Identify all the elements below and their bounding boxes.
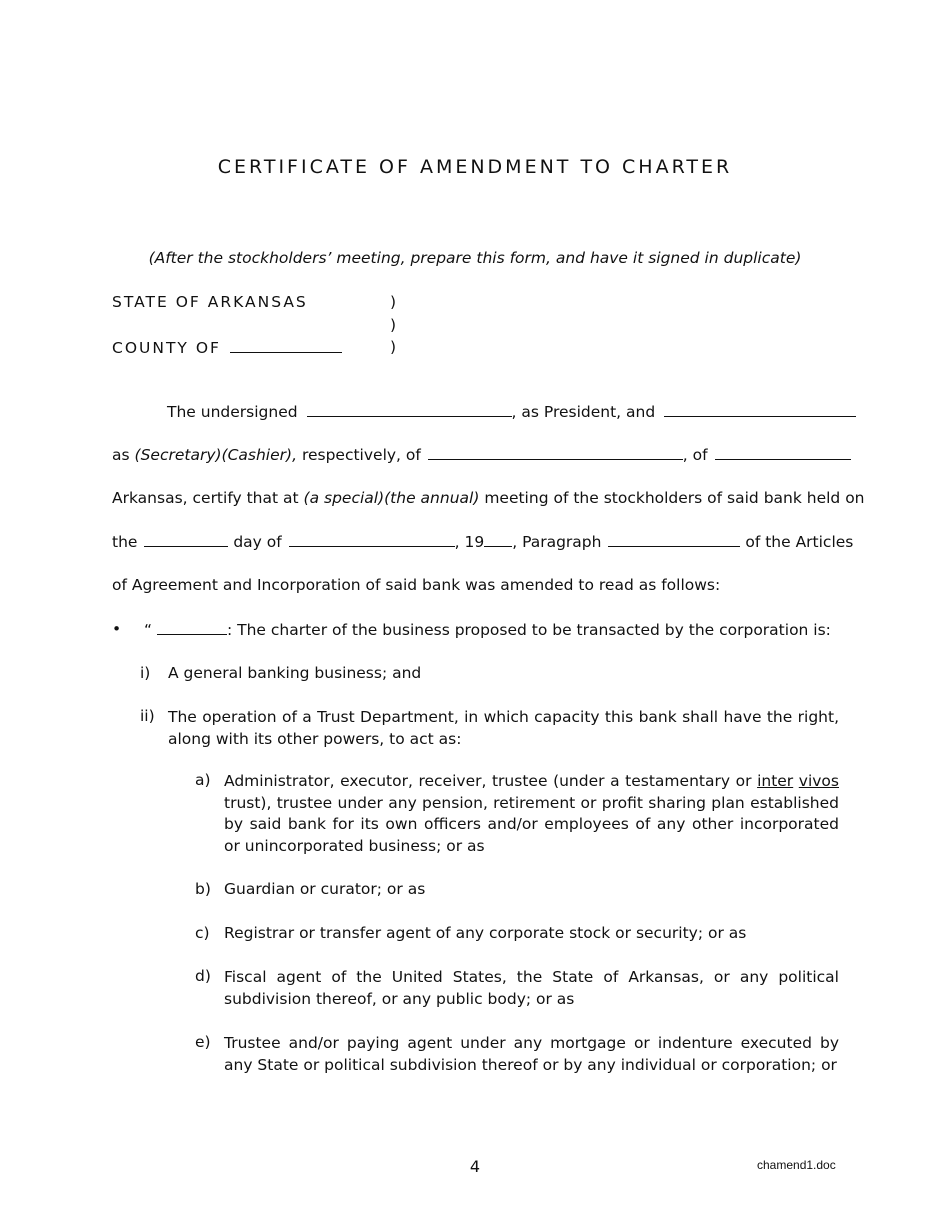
subitem-a-text-part: Administrator, executor, receiver, trustee (under a testamentary or xyxy=(224,772,752,790)
body-line-5: of Agreement and Incorporation of said bank was amended to read as follows: xyxy=(112,576,721,594)
bullet-text: : The charter of the business proposed to be transacted by the corporation is: xyxy=(226,621,831,639)
subitem-d-marker: d) xyxy=(195,967,211,985)
document-instructions: (After the stockholders’ meeting, prepare this form, and have it signed in duplicate) xyxy=(148,249,802,267)
page-number: 4 xyxy=(469,1157,481,1176)
body-text-italic: (Secretary)(Cashier), xyxy=(134,446,297,464)
body-line-2 xyxy=(112,445,851,464)
caption-paren-2: ) xyxy=(390,316,397,334)
body-text: , as President, and xyxy=(511,403,656,421)
latin-term-inter: inter xyxy=(757,772,794,790)
secretary-name-blank[interactable] xyxy=(664,402,856,417)
body-text: meeting of the stockholders of said bank held on xyxy=(484,489,865,507)
body-text: as xyxy=(112,446,130,464)
paragraph-blank[interactable] xyxy=(608,532,740,547)
latin-term-vivos: vivos xyxy=(798,772,839,790)
body-line-3 xyxy=(112,489,865,507)
bank-name-blank[interactable] xyxy=(428,445,683,460)
bullet-line xyxy=(144,620,831,639)
item-ii-text: The operation of a Trust Department, in which capacity this bank shall have the right, along with its other powers, to act as: xyxy=(168,708,839,748)
body-text: The undersigned xyxy=(167,403,298,421)
subitem-a-marker: a) xyxy=(195,771,211,789)
body-text: , of xyxy=(682,446,708,464)
subitem-b-text: Guardian or curator; or as xyxy=(224,880,426,898)
body-text-italic: (a special)(the annual) xyxy=(303,489,480,507)
caption-paren-1: ) xyxy=(390,293,397,311)
body-text: , 19 xyxy=(454,533,485,551)
year-blank[interactable] xyxy=(484,532,512,547)
subitem-e-text: Trustee and/or paying agent under any mortgage or indenture executed by any State or political subdivision thereof or by any individual or corporation; or xyxy=(224,1034,839,1074)
item-i-marker: i) xyxy=(140,664,151,682)
body-text: of the Articles xyxy=(745,533,854,551)
city-blank[interactable] xyxy=(715,445,851,460)
caption-paren-3: ) xyxy=(390,338,397,356)
body-text: day of xyxy=(233,533,282,551)
subitem-c-text: Registrar or transfer agent of any corporate stock or security; or as xyxy=(224,924,747,942)
item-ii-marker: ii) xyxy=(140,707,155,725)
subitem-a-text xyxy=(224,771,839,857)
day-blank[interactable] xyxy=(144,532,228,547)
county-row xyxy=(112,338,342,357)
body-line-4 xyxy=(112,532,853,551)
subitem-d-text: Fiscal agent of the United States, the State of Arkansas, or any political subdivision thereof, or any public body; or as xyxy=(224,968,839,1008)
subitem-b-marker: b) xyxy=(195,880,211,898)
state-label: STATE OF ARKANSAS xyxy=(112,293,308,311)
subitem-a-text-part: trust), trustee under any pension, retirement or profit sharing plan established by said bank for its own officers and/or employees of any other incorporated or unincorporated business; or as xyxy=(224,793,839,855)
month-blank[interactable] xyxy=(289,532,455,547)
county-blank[interactable] xyxy=(230,338,342,353)
county-label: COUNTY OF xyxy=(112,339,221,357)
body-text: the xyxy=(112,533,138,551)
open-quote: “ xyxy=(144,621,153,639)
document-title: CERTIFICATE OF AMENDMENT TO CHARTER xyxy=(217,156,733,178)
paragraph-number-blank[interactable] xyxy=(157,620,227,635)
subitem-e-marker: e) xyxy=(195,1033,211,1051)
body-text: Arkansas, certify that at xyxy=(112,489,299,507)
body-line-1 xyxy=(167,402,856,421)
body-text: respectively, of xyxy=(301,446,421,464)
body-text: , Paragraph xyxy=(512,533,602,551)
president-name-blank[interactable] xyxy=(307,402,512,417)
bullet-marker: • xyxy=(112,620,122,638)
footer-filename: chamend1.doc xyxy=(757,1158,836,1172)
subitem-c-marker: c) xyxy=(195,924,210,942)
item-i-text: A general banking business; and xyxy=(168,664,422,682)
